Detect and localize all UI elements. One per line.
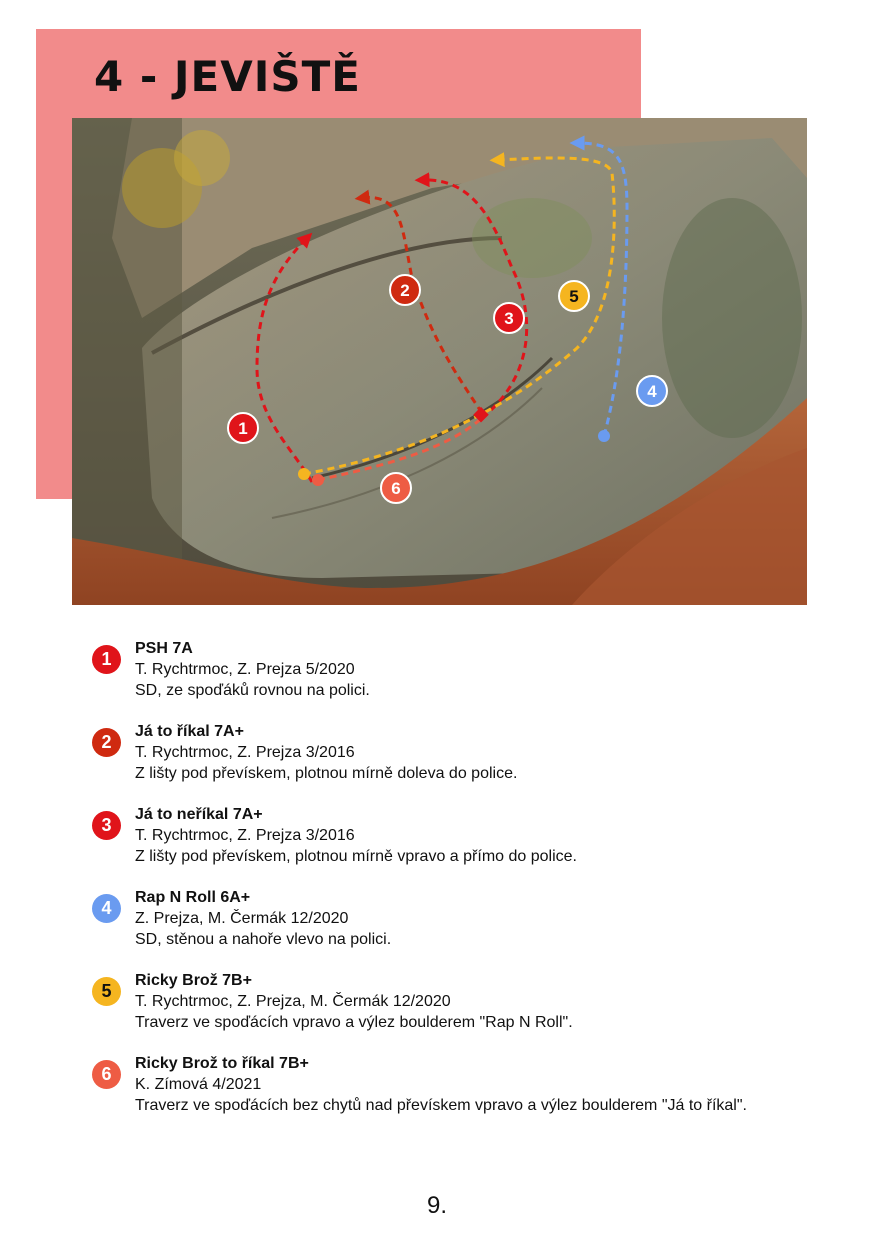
svg-text:4: 4 xyxy=(647,382,657,401)
page-number: 9. xyxy=(426,1192,447,1219)
route-marker-1 xyxy=(228,413,258,443)
route-description: SD, stěnou a nahoře vlevo na polici. xyxy=(135,931,392,948)
route-number-badge: 2 xyxy=(92,728,121,757)
route-marker-3 xyxy=(494,303,524,333)
route-marker-2 xyxy=(390,275,420,305)
route-item-5 xyxy=(88,970,828,1033)
route-marker-4 xyxy=(637,376,667,406)
topo-image xyxy=(72,118,807,605)
route-description: Traverz ve spoďácích vpravo a výlez boulderem "Rap N Roll". xyxy=(135,1014,573,1031)
route-authors: T. Rychtrmoc, Z. Prejza 3/2016 xyxy=(135,827,355,844)
route-marker-6 xyxy=(381,473,411,503)
route-description: Z lišty pod převískem, plotnou mírně doleva do police. xyxy=(135,765,518,782)
route-description: Traverz ve spoďácích bez chytů nad převískem vpravo a výlez boulderem "Já to říkal". xyxy=(135,1097,747,1114)
route-item-1 xyxy=(88,638,828,701)
svg-text:2: 2 xyxy=(400,281,410,300)
route-name: Ricky Brož to říkal 7B+ xyxy=(135,1055,309,1072)
route-list xyxy=(88,638,828,1136)
route-description: Z lišty pod převískem, plotnou mírně vpravo a přímo do police. xyxy=(135,848,577,865)
boulder-photo xyxy=(72,118,807,605)
page-title: 4 - JEVIŠTĚ xyxy=(94,52,361,101)
route-item-6 xyxy=(88,1053,828,1116)
route-number-badge: 6 xyxy=(92,1060,121,1089)
route-name: Rap N Roll 6A+ xyxy=(135,889,251,906)
route-number-badge: 4 xyxy=(92,894,121,923)
route-number-badge: 1 xyxy=(92,645,121,674)
route-description: SD, ze spoďáků rovnou na polici. xyxy=(135,682,370,699)
route-authors: Z. Prejza, M. Čermák 12/2020 xyxy=(135,910,349,927)
route-name: Já to říkal 7A+ xyxy=(135,723,244,740)
route-name: PSH 7A xyxy=(135,640,193,657)
route-authors: K. Zímová 4/2021 xyxy=(135,1076,262,1093)
route-authors: T. Rychtrmoc, Z. Prejza 5/2020 xyxy=(135,661,355,678)
route-marker-5 xyxy=(559,281,589,311)
route-item-3 xyxy=(88,804,828,867)
route-number-badge: 5 xyxy=(92,977,121,1006)
svg-text:6: 6 xyxy=(391,479,401,498)
route-name: Ricky Brož 7B+ xyxy=(135,972,252,989)
route-authors: T. Rychtrmoc, Z. Prejza 3/2016 xyxy=(135,744,355,761)
svg-text:5: 5 xyxy=(569,287,579,306)
route-authors: T. Rychtrmoc, Z. Prejza, M. Čermák 12/2020 xyxy=(135,993,451,1010)
svg-text:3: 3 xyxy=(504,309,514,328)
route-number-badge: 3 xyxy=(92,811,121,840)
svg-text:1: 1 xyxy=(238,419,248,438)
route-item-4 xyxy=(88,887,828,950)
route-name: Já to neříkal 7A+ xyxy=(135,806,263,823)
route-item-2 xyxy=(88,721,828,784)
